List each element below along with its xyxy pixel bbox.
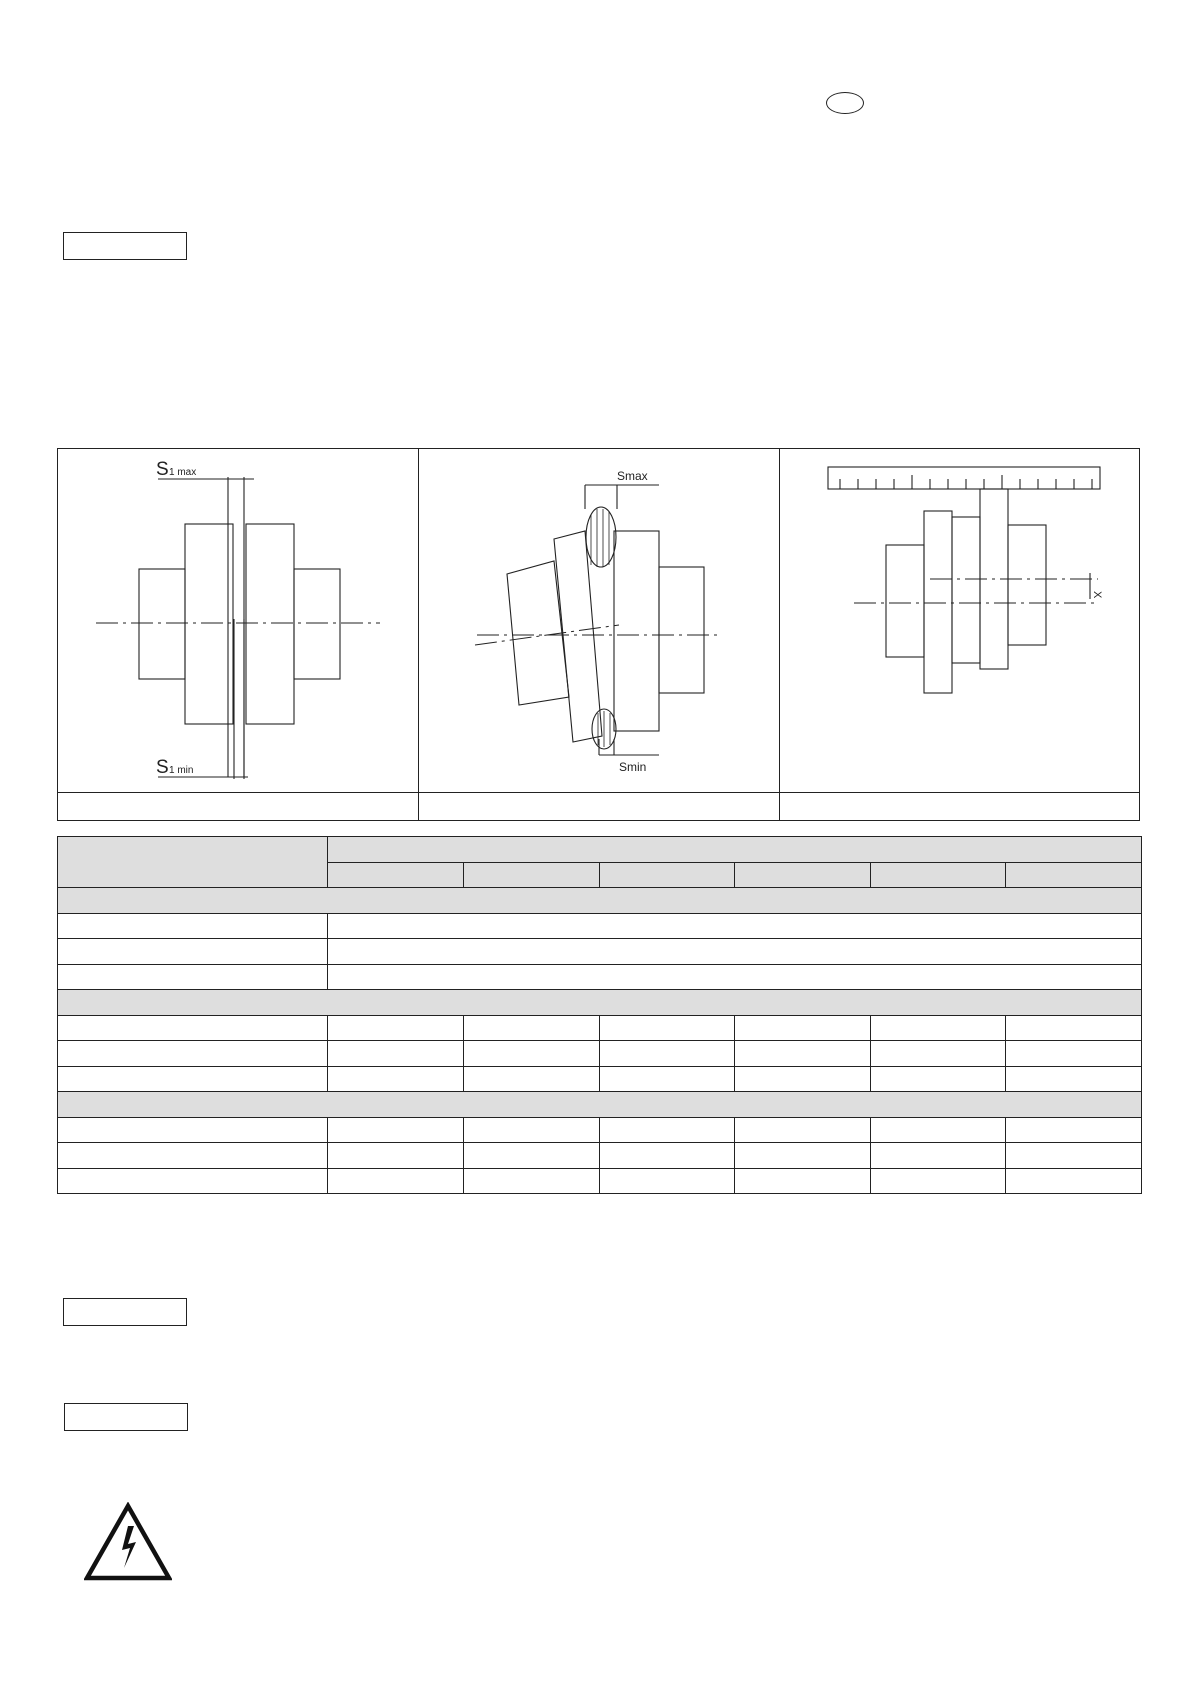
table-row	[58, 1143, 1142, 1169]
column-header	[464, 862, 600, 888]
column-header	[735, 862, 871, 888]
row-label	[58, 1015, 328, 1041]
table-row	[58, 1041, 1142, 1067]
section-label-box-3	[64, 1403, 188, 1431]
table-cell	[328, 1168, 464, 1194]
header-label-cell	[58, 837, 328, 888]
row-label	[58, 1066, 328, 1092]
header-group-cell	[328, 837, 1142, 863]
table-cell	[735, 1041, 871, 1067]
table-cell	[600, 1066, 735, 1092]
angular-misalignment-drawing	[419, 449, 780, 792]
figure-axial	[58, 449, 419, 792]
axial-misalignment-drawing	[58, 449, 419, 792]
table-cell	[464, 1015, 600, 1041]
caption-axial	[58, 793, 419, 821]
table-cell	[735, 1015, 871, 1041]
column-header	[328, 862, 464, 888]
table-row	[58, 1066, 1142, 1092]
row-label	[58, 1143, 328, 1169]
table-cell	[1006, 1041, 1142, 1067]
smin-label: Smin	[619, 760, 647, 774]
section-heading	[58, 1092, 1142, 1118]
caption-angular	[419, 793, 780, 821]
table-cell	[871, 1015, 1006, 1041]
row-label	[58, 913, 328, 939]
table-cell	[871, 1041, 1006, 1067]
table-cell	[600, 1117, 735, 1143]
figure-captions	[58, 792, 1139, 820]
s1max-sub: 1 max	[169, 467, 197, 478]
row-value	[328, 939, 1142, 965]
table-row	[58, 964, 1142, 990]
table-cell	[464, 1143, 600, 1169]
x-offset-label: X	[1091, 591, 1103, 599]
table-cell	[1006, 1117, 1142, 1143]
row-label	[58, 964, 328, 990]
table-cell	[735, 1168, 871, 1194]
table-cell	[1006, 1168, 1142, 1194]
table-cell	[1006, 1143, 1142, 1169]
table-cell	[735, 1143, 871, 1169]
column-header	[600, 862, 735, 888]
table-cell	[735, 1066, 871, 1092]
table-row	[58, 1117, 1142, 1143]
table-row	[58, 1015, 1142, 1041]
caption-radial	[780, 793, 1140, 821]
misalignment-tolerance-table	[57, 836, 1142, 1194]
table-cell	[1006, 1066, 1142, 1092]
table-cell	[328, 1041, 464, 1067]
section-label-box-1	[63, 232, 187, 260]
misalignment-figures	[57, 448, 1140, 821]
table-cell	[328, 1143, 464, 1169]
language-oval-marker	[826, 92, 864, 114]
row-label	[58, 939, 328, 965]
figure-angular	[419, 449, 780, 792]
row-label	[58, 1041, 328, 1067]
table-cell	[735, 1117, 871, 1143]
row-value	[328, 913, 1142, 939]
table-cell	[600, 1168, 735, 1194]
table-cell	[1006, 1015, 1142, 1041]
table-cell	[328, 1117, 464, 1143]
table-cell	[328, 1015, 464, 1041]
section-heading	[58, 888, 1142, 914]
radial-misalignment-drawing	[780, 449, 1140, 792]
row-label	[58, 1168, 328, 1194]
table-row	[58, 913, 1142, 939]
table-cell	[600, 1143, 735, 1169]
table-cell	[464, 1066, 600, 1092]
column-header	[1006, 862, 1142, 888]
table-cell	[600, 1041, 735, 1067]
row-label	[58, 1117, 328, 1143]
table-cell	[328, 1066, 464, 1092]
electrical-hazard-warning-icon	[84, 1502, 172, 1587]
column-header	[871, 862, 1006, 888]
table-cell	[871, 1143, 1006, 1169]
section-heading	[58, 990, 1142, 1016]
s1min-sub: 1 min	[169, 765, 194, 776]
table-cell	[871, 1117, 1006, 1143]
row-value	[328, 964, 1142, 990]
s1min-main: S	[156, 757, 169, 778]
table-row	[58, 1168, 1142, 1194]
table-cell	[464, 1168, 600, 1194]
section-label-box-2	[63, 1298, 187, 1326]
table-cell	[600, 1015, 735, 1041]
smax-label: Smax	[617, 469, 648, 483]
table-cell	[464, 1117, 600, 1143]
table-row	[58, 939, 1142, 965]
table-cell	[871, 1066, 1006, 1092]
s1max-main: S	[156, 459, 169, 480]
table-cell	[464, 1041, 600, 1067]
table-cell	[871, 1168, 1006, 1194]
figure-radial	[780, 449, 1140, 792]
